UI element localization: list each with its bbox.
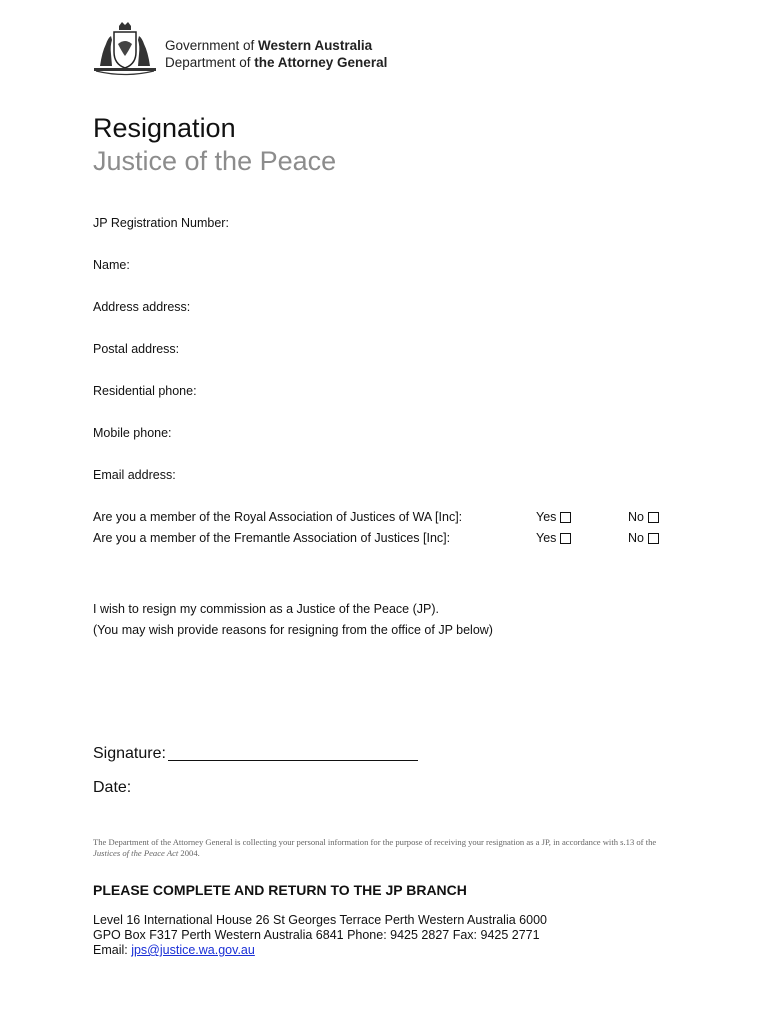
postal-address-label: Postal address: (93, 342, 180, 356)
royal-yes-option[interactable] (536, 510, 571, 524)
email-label: Email address: (93, 468, 176, 482)
page-subtitle: Justice of the Peace (93, 146, 337, 176)
royal-association-question: Are you a member of the Royal Association of Justices of WA [Inc]: (93, 510, 463, 524)
email-line (93, 943, 255, 957)
resign-reasons-hint: (You may wish provide reasons for resigning from the office of JP below) (93, 623, 493, 637)
fremantle-no-checkbox[interactable] (648, 533, 659, 544)
page-title: Resignation (93, 113, 236, 143)
royal-no-checkbox[interactable] (648, 512, 659, 523)
privacy-notice: The Department of the Attorney General is collecting your personal information for the purpose of receiving your resignation as a JP, in accordance with s.13 of the Justices of the Peace Act 2004. (93, 837, 657, 858)
address-line-1: Level 16 International House 26 St Georges Terrace Perth Western Australia 6000 (93, 913, 547, 927)
royal-no-option[interactable] (628, 510, 659, 524)
yes-label: Yes (536, 531, 557, 545)
email-line-label: Email: (93, 943, 132, 957)
no-label: No (628, 531, 644, 545)
signature-line[interactable] (168, 760, 418, 761)
address-line-2: GPO Box F317 Perth Western Australia 6841 Phone: 9425 2827 Fax: 9425 2771 (93, 928, 540, 942)
address-label: Address address: (93, 300, 191, 314)
wa-coat-of-arms-icon (92, 22, 158, 78)
fremantle-no-option[interactable] (628, 531, 659, 545)
name-label: Name: (93, 258, 130, 272)
residential-phone-label: Residential phone: (93, 384, 197, 398)
signature-label: Signature: (93, 745, 166, 762)
royal-yes-checkbox[interactable] (560, 512, 571, 523)
fremantle-yes-option[interactable] (536, 531, 571, 545)
no-label: No (628, 510, 644, 524)
yes-label: Yes (536, 510, 557, 524)
department-name: Department of the Attorney General (165, 55, 388, 70)
date-label: Date: (93, 779, 132, 796)
fremantle-association-question: Are you a member of the Fremantle Association of Justices [Inc]: (93, 531, 451, 545)
government-name: Government of Western Australia (165, 38, 373, 53)
jp-number-label: JP Registration Number: (93, 216, 229, 230)
mobile-phone-label: Mobile phone: (93, 426, 172, 440)
email-link[interactable]: jps@justice.wa.gov.au (131, 943, 255, 957)
return-heading: PLEASE COMPLETE AND RETURN TO THE JP BRANCH (93, 882, 467, 898)
fremantle-yes-checkbox[interactable] (560, 533, 571, 544)
resign-statement: I wish to resign my commission as a Justice of the Peace (JP). (93, 602, 439, 616)
